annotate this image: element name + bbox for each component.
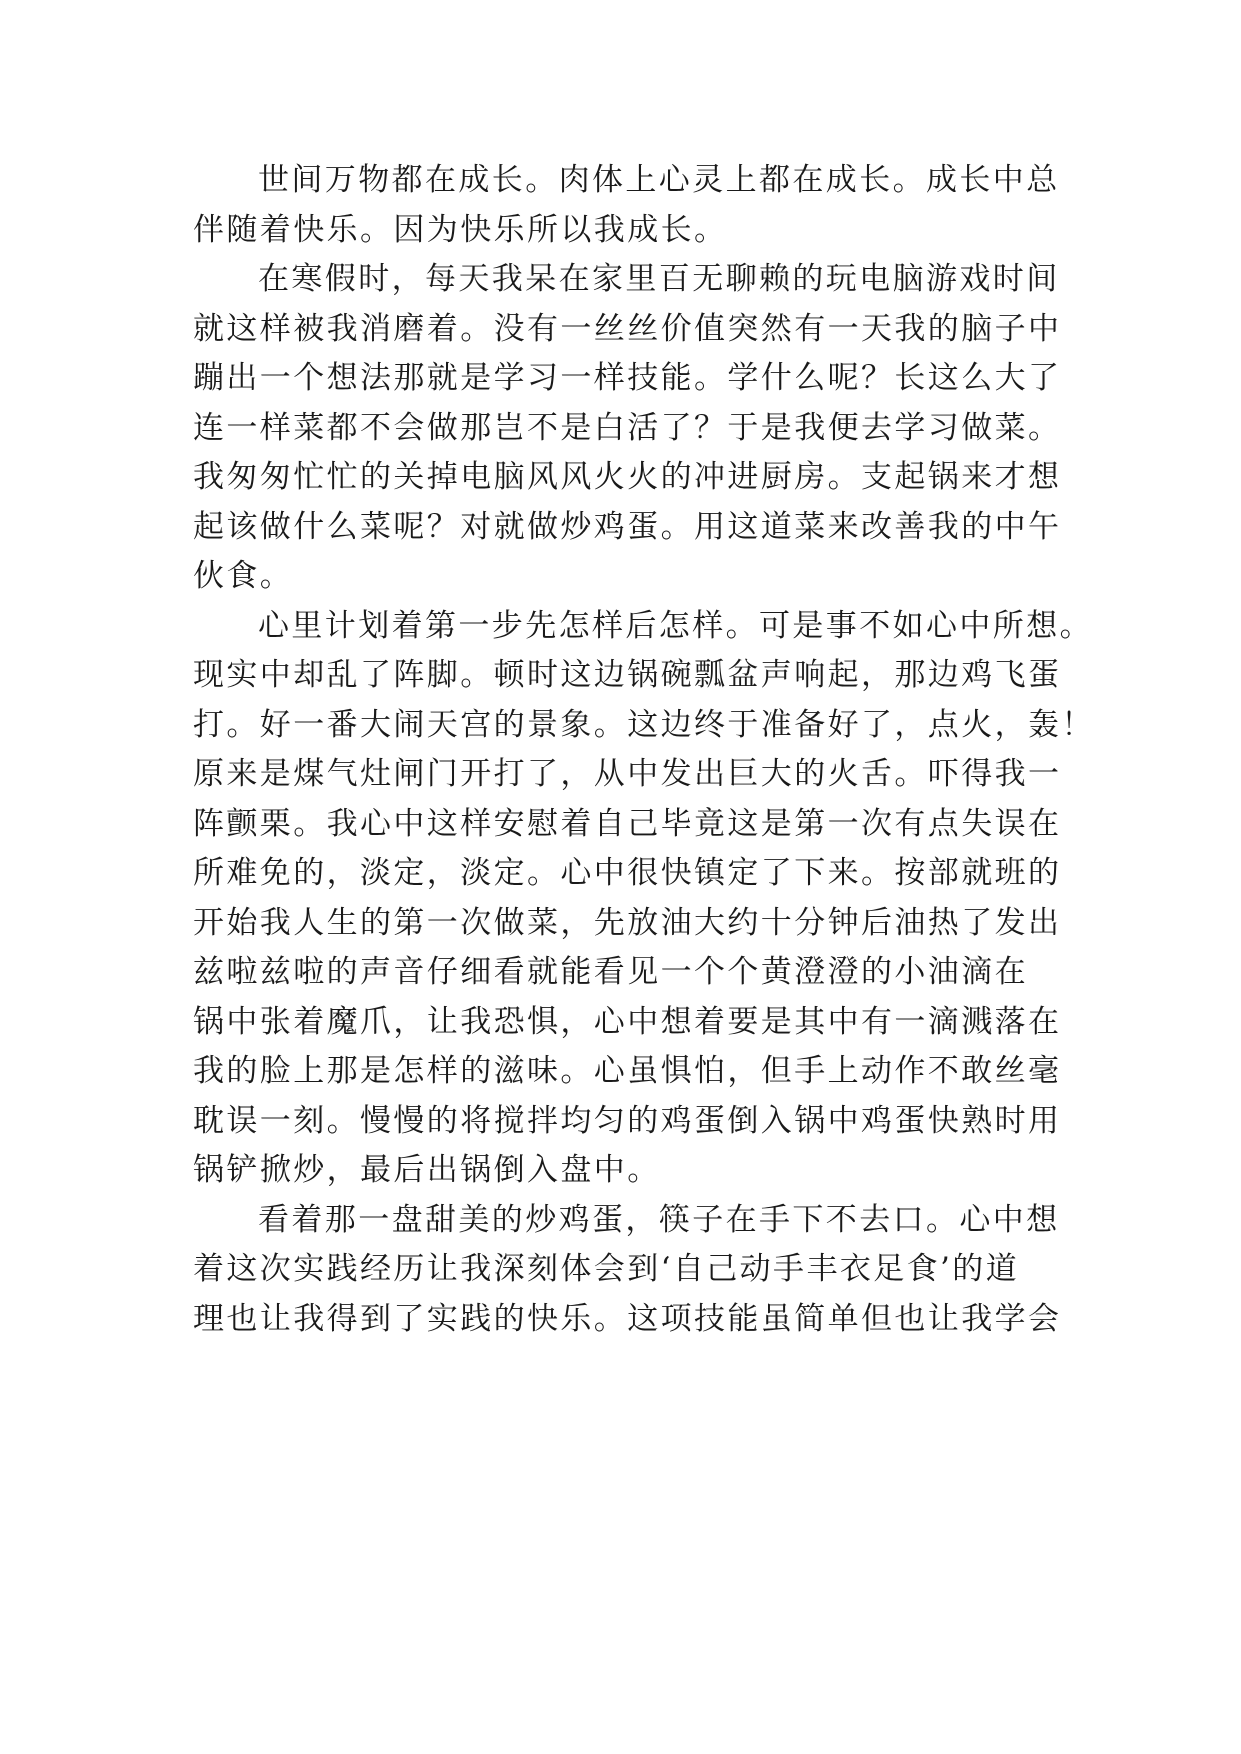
text-line: 起该做什么菜呢？对就做炒鸡蛋。用这道菜来改善我的中午 bbox=[193, 508, 1062, 545]
text-line: 现实中却乱了阵脚。顿时这边锅碗瓢盆声响起，那边鸡飞蛋 bbox=[193, 657, 1062, 693]
text-line: 兹啦兹啦的声音仔细看就能看见一个个黄澄澄的小油滴在 bbox=[193, 954, 1028, 990]
text-line: 理也让我得到了实践的快乐。这项技能虽简单但也让我学会 bbox=[193, 1300, 1062, 1337]
text-line: 阵颤栗。我心中这样安慰着自己毕竟这是第一次有点失误在 bbox=[193, 805, 1062, 842]
text-line: 看着那一盘甜美的炒鸡蛋，筷子在手下不去口。心中想 bbox=[258, 1201, 1060, 1238]
text-line: 我的脸上那是怎样的滋味。心虽惧怕，但手上动作不敢丝毫 bbox=[193, 1053, 1062, 1089]
paragraph-3 bbox=[193, 602, 1095, 1196]
text-line: 锅中张着魔爪，让我恐惧，心中想着要是其中有一滴溅落在 bbox=[193, 1003, 1062, 1040]
paragraph-1 bbox=[193, 156, 1060, 255]
essay-body bbox=[193, 156, 1095, 1344]
text-line: 伙食。 bbox=[193, 558, 294, 594]
text-line: 所难免的，淡定，淡定。心中很快镇定了下来。按部就班的 bbox=[193, 855, 1062, 891]
text-line: 原来是煤气灶闸门开打了，从中发出巨大的火舌。吓得我一 bbox=[193, 756, 1062, 792]
text-line: 世间万物都在成长。肉体上心灵上都在成长。成长中总 bbox=[258, 162, 1060, 198]
text-line: 就这样被我消磨着。没有一丝丝价值突然有一天我的脑子中 bbox=[193, 310, 1062, 347]
text-line: 在寒假时，每天我呆在家里百无聊赖的玩电脑游戏时间 bbox=[258, 261, 1060, 297]
text-line: 打。好一番大闹天宫的景象。这边终于准备好了，点火，轰！ bbox=[193, 706, 1095, 743]
text-line: 蹦出一个想法那就是学习一样技能。学什么呢？长这么大了 bbox=[193, 360, 1062, 396]
text-line: 锅铲掀炒，最后出锅倒入盘中。 bbox=[193, 1152, 661, 1188]
text-line: 开始我人生的第一次做菜，先放油大约十分钟后油热了发出 bbox=[193, 904, 1062, 941]
text-line: 伴随着快乐。因为快乐所以我成长。 bbox=[193, 211, 728, 248]
text-line: 连一样菜都不会做那岂不是白活了？于是我便去学习做菜。 bbox=[193, 409, 1062, 446]
text-line: 着这次实践经历让我深刻体会到‘自己动手丰衣足食’的道 bbox=[193, 1251, 1020, 1287]
paragraph-2 bbox=[193, 255, 1062, 602]
text-line: 耽误一刻。慢慢的将搅拌均匀的鸡蛋倒入锅中鸡蛋快熟时用 bbox=[193, 1102, 1062, 1139]
paragraph-4 bbox=[193, 1196, 1062, 1345]
text-line: 我匆匆忙忙的关掉电脑风风火火的冲进厨房。支起锅来才想 bbox=[193, 459, 1062, 495]
text-line: 心里计划着第一步先怎样后怎样。可是事不如心中所想。 bbox=[258, 607, 1093, 644]
